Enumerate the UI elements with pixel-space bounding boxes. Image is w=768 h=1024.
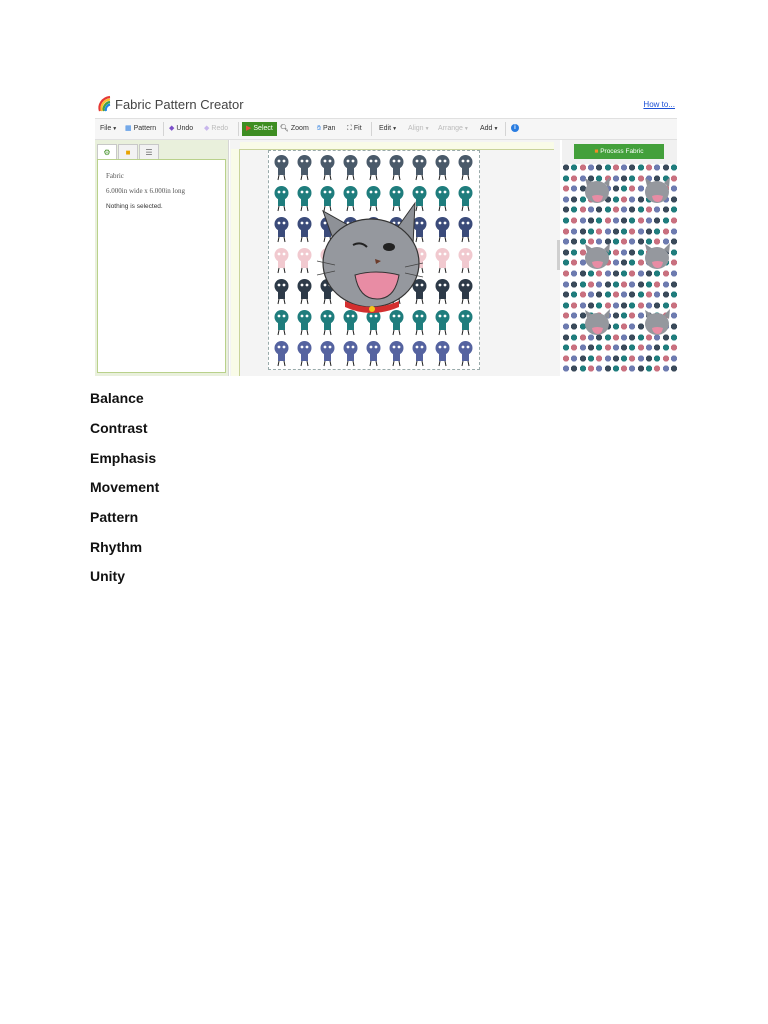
preview-tile: [670, 228, 677, 238]
preview-tile: [612, 270, 620, 280]
zoom-label: Zoom: [290, 125, 309, 132]
pattern-tile: [386, 153, 407, 181]
preview-cat-tile: [582, 308, 612, 338]
preview-tile: [562, 323, 570, 333]
preview-tile: [570, 238, 578, 248]
preview-tile: [604, 206, 612, 216]
principle-item: Unity: [90, 568, 125, 584]
preview-tile: [595, 164, 603, 174]
preview-tile: [653, 164, 661, 174]
principle-item: Emphasis: [90, 450, 157, 466]
process-fabric-button[interactable]: [574, 144, 664, 159]
app-screenshot: [95, 92, 677, 376]
pattern-tile: [363, 339, 384, 367]
properties-panel: [95, 140, 229, 376]
undo-button[interactable]: [169, 119, 193, 139]
preview-tile: [628, 196, 636, 206]
preview-tile: [587, 217, 595, 227]
file-menu[interactable]: [100, 119, 117, 139]
fit-button[interactable]: [347, 119, 362, 139]
preview-tile: [612, 196, 620, 206]
preview-tile: [570, 185, 578, 195]
preview-tile: [570, 323, 578, 333]
toolbar-divider: [238, 122, 239, 136]
preview-tile: [612, 228, 620, 238]
preview-tile: [628, 228, 636, 238]
app-header: [95, 92, 677, 116]
pattern-tile: [317, 339, 338, 367]
preview-tile: [570, 291, 578, 301]
pattern-tile: [317, 153, 338, 181]
preview-tile: [628, 344, 636, 354]
fit-screen-icon: ⛶: [347, 125, 352, 132]
arrange-label: Arrange: [438, 125, 463, 132]
preview-tile: [662, 281, 670, 291]
pattern-tile: [409, 153, 430, 181]
preview-tile: [595, 281, 603, 291]
preview-tile: [562, 355, 570, 365]
preview-tile: [645, 344, 653, 354]
preview-tile: [587, 344, 595, 354]
preview-cat-tile: [642, 176, 672, 206]
pattern-tile: [271, 153, 292, 181]
preview-tile: [604, 344, 612, 354]
pattern-tile: [294, 153, 315, 181]
preview-tile: [579, 206, 587, 216]
preview-tile: [612, 175, 620, 185]
preview-tile: [620, 185, 628, 195]
add-label: Add: [480, 125, 493, 132]
preview-tile: [570, 312, 578, 322]
preview-tile: [637, 355, 645, 365]
preview-tile: [579, 344, 587, 354]
preview-tile: [570, 355, 578, 365]
chevron-down-icon: ▼: [493, 126, 499, 132]
preview-tile: [662, 164, 670, 174]
preview-tile: [595, 355, 603, 365]
preview-tile: [645, 355, 653, 365]
preview-tile: [628, 334, 636, 344]
pattern-label: Pattern: [133, 125, 157, 132]
preview-tile: [562, 270, 570, 280]
how-to-link[interactable]: How to...: [643, 100, 675, 109]
pattern-tile: [455, 339, 476, 367]
preview-tile: [587, 365, 595, 375]
preview-tile: [653, 281, 661, 291]
toolbar-divider: [163, 122, 164, 136]
resize-handle[interactable]: [557, 240, 560, 270]
principle-item: Pattern: [90, 509, 139, 525]
preview-tile: [562, 238, 570, 248]
pattern-tile: [294, 246, 315, 274]
edit-label: Edit: [379, 125, 392, 132]
chevron-down-icon: ▼: [424, 126, 430, 132]
preview-tile: [612, 281, 620, 291]
add-menu[interactable]: [480, 119, 498, 139]
preview-tile: [628, 323, 636, 333]
pattern-button[interactable]: [125, 119, 156, 139]
preview-tile: [612, 355, 620, 365]
preview-tile: [637, 217, 645, 227]
pattern-tile: [340, 339, 361, 367]
pattern-tile: [432, 339, 453, 367]
preview-tile: [628, 175, 636, 185]
preview-tile: [620, 302, 628, 312]
preview-tile: [562, 334, 570, 344]
chevron-down-icon: ▼: [392, 126, 398, 132]
pattern-tile: [294, 339, 315, 367]
preview-tile: [562, 291, 570, 301]
preview-tile: [595, 206, 603, 216]
preview-tile: [628, 270, 636, 280]
preview-tile: [645, 281, 653, 291]
preview-tile: [570, 196, 578, 206]
preview-tile: [562, 185, 570, 195]
pattern-tile: [294, 277, 315, 305]
preview-tile: [645, 164, 653, 174]
preview-tile: [612, 249, 620, 259]
preview-tile: [628, 355, 636, 365]
preview-tile: [620, 281, 628, 291]
redo-icon: ◆: [204, 125, 210, 132]
fabric-size: 6.000in wide x 6.000in long: [106, 187, 185, 195]
preview-tile: [628, 281, 636, 291]
preview-tile: [628, 302, 636, 312]
preview-tile: [612, 238, 620, 248]
preview-tile: [587, 291, 595, 301]
preview-tile: [587, 355, 595, 365]
preview-tile: [570, 175, 578, 185]
preview-tile: [562, 206, 570, 216]
preview-tile: [620, 312, 628, 322]
preview-tile: [653, 365, 661, 375]
pattern-tile: [271, 277, 292, 305]
preview-tile: [637, 206, 645, 216]
arrange-menu[interactable]: [438, 119, 469, 139]
preview-tile: [670, 291, 677, 301]
preview-tile: [620, 355, 628, 365]
principle-item: Contrast: [90, 420, 148, 436]
preview-tile: [579, 365, 587, 375]
principle-item: Rhythm: [90, 539, 143, 555]
preview-tile: [670, 355, 677, 365]
preview-tile: [562, 249, 570, 259]
preview-tile: [587, 164, 595, 174]
zoom-tool-button[interactable]: [280, 119, 309, 139]
preview-tile: [670, 164, 677, 174]
preview-tile: [562, 175, 570, 185]
preview-tile: [612, 344, 620, 354]
preview-tile: [620, 206, 628, 216]
preview-tile: [662, 344, 670, 354]
preview-tile: [653, 206, 661, 216]
preview-tile: [620, 291, 628, 301]
preview-tile: [620, 259, 628, 269]
principle-item: Balance: [90, 390, 144, 406]
preview-tile: [645, 291, 653, 301]
process-icon: ■: [594, 148, 599, 155]
preview-tile: [620, 344, 628, 354]
preview-tile: [595, 291, 603, 301]
preview-tile: [570, 249, 578, 259]
preview-tile: [562, 344, 570, 354]
preview-cat-tile: [642, 308, 672, 338]
preview-tile: [628, 185, 636, 195]
preview-tile: [562, 365, 570, 375]
pattern-tile: [455, 308, 476, 336]
undo-icon: ◆: [169, 125, 175, 132]
preview-tile: [612, 164, 620, 174]
pattern-tile: [432, 215, 453, 243]
fabric-preview: [562, 164, 677, 376]
preview-tile: [637, 281, 645, 291]
preview-tile: [612, 291, 620, 301]
preview-tile: [637, 228, 645, 238]
preview-tile: [612, 259, 620, 269]
preview-tile: [562, 281, 570, 291]
preview-tile: [612, 334, 620, 344]
preview-cat-tile: [582, 242, 612, 272]
preview-tile: [604, 281, 612, 291]
preview-tile: [637, 365, 645, 375]
preview-tile: [595, 217, 603, 227]
gear-icon: ⚙: [103, 148, 111, 157]
preview-tile: [612, 206, 620, 216]
preview-tile: [637, 291, 645, 301]
top-ruler: [240, 142, 554, 150]
pattern-tile: [455, 153, 476, 181]
preview-tile: [604, 365, 612, 375]
pattern-tile: [409, 339, 430, 367]
preview-tile: [662, 365, 670, 375]
preview-tile: [579, 355, 587, 365]
preview-tile: [620, 228, 628, 238]
preview-tile: [653, 291, 661, 301]
preview-tile: [612, 312, 620, 322]
preview-tile: [562, 259, 570, 269]
preview-tile: [653, 228, 661, 238]
preview-tile: [645, 217, 653, 227]
preview-tile: [670, 217, 677, 227]
selection-status: Nothing is selected.: [106, 203, 163, 210]
pattern-tile: [432, 153, 453, 181]
preview-tile: [570, 206, 578, 216]
preview-cat-tile: [642, 242, 672, 272]
preview-tile: [570, 281, 578, 291]
design-canvas-area[interactable]: [230, 140, 560, 376]
preview-tile: [620, 323, 628, 333]
preview-tile: [620, 175, 628, 185]
preview-tile: [653, 217, 661, 227]
preview-tile: [620, 196, 628, 206]
preview-tile: [587, 206, 595, 216]
file-menu-label: File: [100, 125, 112, 132]
preview-tile: [628, 259, 636, 269]
fabric-label: Fabric: [106, 172, 124, 180]
redo-label: Redo: [211, 125, 229, 132]
preview-tile: [662, 355, 670, 365]
pattern-tile: [432, 308, 453, 336]
pattern-tile: [455, 215, 476, 243]
pattern-tile: [455, 277, 476, 305]
hand-icon: ✋︎: [317, 125, 321, 132]
toolbar: [95, 118, 677, 140]
pattern-tile: [432, 246, 453, 274]
pattern-tile: [455, 184, 476, 212]
pan-label: Pan: [323, 125, 336, 132]
pattern-tile: [271, 339, 292, 367]
select-tool-button[interactable]: [242, 122, 277, 136]
preview-tile: [562, 164, 570, 174]
preview-tile: [620, 249, 628, 259]
preview-tile: [579, 228, 587, 238]
preview-tile: [628, 365, 636, 375]
chevron-down-icon: ▼: [112, 126, 118, 132]
preview-tile: [628, 249, 636, 259]
preview-tile: [612, 185, 620, 195]
pan-tool-button[interactable]: [317, 119, 335, 139]
preview-tile: [562, 196, 570, 206]
preview-tile: [628, 164, 636, 174]
align-menu[interactable]: [408, 119, 430, 139]
fabric-info-box: [97, 159, 226, 373]
preview-tile: [645, 365, 653, 375]
rainbow-logo-icon: [97, 95, 113, 113]
preview-tile: [579, 281, 587, 291]
pattern-tile: [294, 184, 315, 212]
preview-tile: [670, 281, 677, 291]
pattern-tile: [363, 153, 384, 181]
preview-tile: [604, 291, 612, 301]
preview-tile: [645, 228, 653, 238]
preview-tile: [670, 365, 677, 375]
process-fabric-label: Process Fabric: [600, 148, 644, 155]
preview-tile: [579, 164, 587, 174]
preview-tile: [587, 228, 595, 238]
pattern-tile: [294, 308, 315, 336]
preview-tile: [562, 217, 570, 227]
chevron-down-icon: ▼: [463, 126, 469, 132]
preview-tile: [612, 217, 620, 227]
preview-tile: [570, 164, 578, 174]
preview-tile: [620, 365, 628, 375]
preview-tile: [612, 365, 620, 375]
preview-tile: [620, 238, 628, 248]
preview-tile: [595, 344, 603, 354]
select-label: Select: [253, 125, 273, 132]
redo-button[interactable]: [204, 119, 228, 139]
pattern-tile: [432, 277, 453, 305]
preview-tile: [628, 312, 636, 322]
preview-tile: [570, 270, 578, 280]
preview-panel: [562, 140, 677, 376]
app-title: Fabric Pattern Creator: [115, 97, 244, 112]
preview-tile: [662, 228, 670, 238]
left-ruler: [231, 149, 240, 376]
preview-tile: [604, 164, 612, 174]
list-icon: ☰: [145, 148, 153, 157]
info-icon[interactable]: i: [511, 124, 519, 132]
edit-menu[interactable]: [379, 119, 397, 139]
preview-tile: [562, 228, 570, 238]
fit-label: Fit: [353, 125, 362, 132]
preview-tile: [604, 228, 612, 238]
preview-tile: [612, 302, 620, 312]
preview-tile: [662, 206, 670, 216]
preview-tile: [645, 206, 653, 216]
pattern-tile: [271, 215, 292, 243]
preview-tile: [628, 217, 636, 227]
layers-icon: ■: [125, 148, 131, 157]
preview-tile: [653, 344, 661, 354]
pattern-tile: [432, 184, 453, 212]
pattern-tile: [386, 339, 407, 367]
preview-tile: [620, 334, 628, 344]
preview-tile: [570, 259, 578, 269]
toolbar-divider: [371, 122, 372, 136]
pattern-tile: [271, 308, 292, 336]
preview-tile: [670, 344, 677, 354]
preview-tile: [653, 355, 661, 365]
pattern-tile: [455, 246, 476, 274]
cat-face-image[interactable]: [315, 201, 425, 321]
preview-tile: [562, 312, 570, 322]
preview-tile: [620, 270, 628, 280]
undo-label: Undo: [176, 125, 194, 132]
preview-tile: [670, 206, 677, 216]
preview-tile: [595, 365, 603, 375]
pattern-tile: [271, 184, 292, 212]
pattern-tile: [271, 246, 292, 274]
preview-tile: [628, 291, 636, 301]
toolbar-divider: [505, 122, 506, 136]
preview-tile: [620, 217, 628, 227]
preview-tile: [604, 217, 612, 227]
preview-tile: [562, 302, 570, 312]
preview-cat-tile: [582, 176, 612, 206]
pattern-tile: [294, 215, 315, 243]
preview-tile: [570, 334, 578, 344]
preview-tile: [620, 164, 628, 174]
principle-item: Movement: [90, 479, 160, 495]
preview-tile: [570, 228, 578, 238]
preview-tile: [628, 206, 636, 216]
preview-tile: [570, 217, 578, 227]
preview-tile: [579, 291, 587, 301]
preview-tile: [637, 164, 645, 174]
preview-tile: [587, 281, 595, 291]
align-label: Align: [408, 125, 424, 132]
cursor-arrow-icon: ▶: [246, 125, 252, 132]
preview-tile: [628, 238, 636, 248]
preview-tile: [637, 344, 645, 354]
magnifier-icon: 🔍︎: [280, 125, 289, 132]
fabric-canvas[interactable]: [268, 150, 480, 370]
preview-tile: [595, 228, 603, 238]
preview-tile: [662, 291, 670, 301]
preview-tile: [662, 217, 670, 227]
preview-tile: [570, 365, 578, 375]
pattern-icon: ▦: [125, 125, 132, 132]
preview-tile: [612, 323, 620, 333]
preview-tile: [570, 344, 578, 354]
preview-tile: [579, 217, 587, 227]
preview-tile: [570, 302, 578, 312]
preview-tile: [604, 355, 612, 365]
pattern-tile: [340, 153, 361, 181]
